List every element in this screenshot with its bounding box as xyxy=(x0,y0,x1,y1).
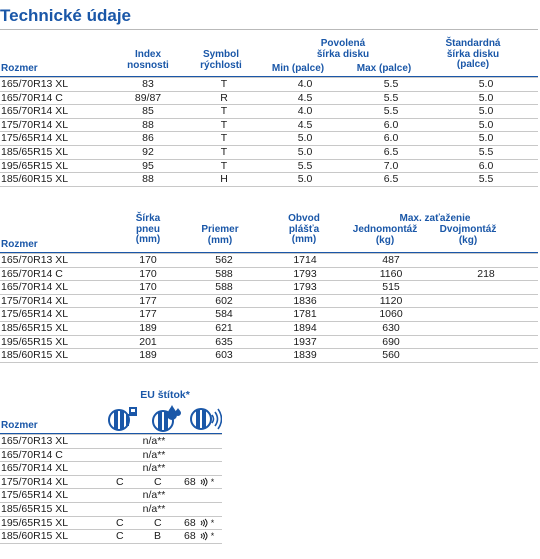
noise-wave-icon xyxy=(200,531,209,541)
table-cell: 5.5 xyxy=(262,159,348,173)
tire-size: 165/70R14 XL xyxy=(0,462,100,476)
table-cell: 177 xyxy=(110,294,186,308)
table-row xyxy=(0,435,222,449)
tire-size: 175/70R14 XL xyxy=(0,475,100,489)
table-cell: 88 xyxy=(110,173,186,187)
tire-size: 185/65R15 XL xyxy=(0,502,100,516)
table-cell: 1836 xyxy=(262,294,348,308)
table-row xyxy=(0,321,538,335)
table-cell: R xyxy=(186,91,262,105)
table-row xyxy=(0,308,538,322)
table-cell: 4.5 xyxy=(262,91,348,105)
tire-size: 195/65R15 XL xyxy=(0,516,100,530)
table-row xyxy=(0,159,538,173)
table-cell: T xyxy=(186,132,262,146)
tire-size: 165/70R14 XL xyxy=(0,281,110,295)
table2 xyxy=(0,253,538,363)
eu-label-icons xyxy=(108,404,222,434)
table-cell: 7.0 xyxy=(348,159,434,173)
table-cell: 690 xyxy=(348,335,434,349)
table-cell: 1839 xyxy=(262,349,348,363)
table-cell: 5.5 xyxy=(434,173,538,187)
table-cell: 92 xyxy=(110,145,186,159)
header-max: Max (palce) xyxy=(356,63,412,74)
table-cell: 6.5 xyxy=(348,173,434,187)
noise-cell xyxy=(182,475,222,489)
table-cell: T xyxy=(186,145,262,159)
table-cell: H xyxy=(186,173,262,187)
table-cell: 6.5 xyxy=(348,145,434,159)
table-cell: 515 xyxy=(348,281,434,295)
eu-label-na: n/a** xyxy=(100,448,222,462)
header-rim-width: Povolená šírka disku xyxy=(316,38,370,60)
table-cell: 5.0 xyxy=(434,91,538,105)
table-row xyxy=(0,448,222,462)
wet-grip-class: B xyxy=(144,530,182,544)
table-cell: 584 xyxy=(186,308,262,322)
table-row xyxy=(0,132,538,146)
table-cell xyxy=(434,281,538,295)
fuel-class: C xyxy=(100,530,144,544)
table-cell: 1120 xyxy=(348,294,434,308)
table-cell: 83 xyxy=(110,78,186,92)
table-cell: 5.0 xyxy=(262,145,348,159)
table-row xyxy=(0,254,538,268)
tire-size: 165/70R14 C xyxy=(0,267,110,281)
table-row xyxy=(0,489,222,503)
table-cell: 560 xyxy=(348,349,434,363)
table-cell: 5.0 xyxy=(262,132,348,146)
table-cell: 4.0 xyxy=(262,78,348,92)
table-cell: 603 xyxy=(186,349,262,363)
tire-size: 165/70R13 XL xyxy=(0,435,100,449)
table-cell: 189 xyxy=(110,349,186,363)
table-cell: 85 xyxy=(110,105,186,119)
header-tire-width: Šírka pneu (mm) xyxy=(135,213,161,245)
header-single: Jednomontáž (kg) xyxy=(352,224,418,246)
eu-label-na: n/a** xyxy=(100,435,222,449)
header-eu-label: EU štítok* xyxy=(140,389,190,401)
table-cell: 635 xyxy=(186,335,262,349)
table-row xyxy=(0,462,222,476)
eu-label-na: n/a** xyxy=(100,502,222,516)
header-max-load: Max. zaťaženie xyxy=(399,213,471,224)
table-cell: 86 xyxy=(110,132,186,146)
tire-size: 165/70R13 XL xyxy=(0,254,110,268)
tire-size: 185/60R15 XL xyxy=(0,530,100,544)
table-row xyxy=(0,530,222,544)
table-row xyxy=(0,349,538,363)
noise-db: 68 xyxy=(184,530,196,543)
header-standard-rim: Štandardná šírka disku (palce) xyxy=(445,38,501,70)
tire-size: 165/70R14 XL xyxy=(0,105,110,119)
table-cell: 170 xyxy=(110,281,186,295)
wet-grip-class: C xyxy=(144,516,182,530)
table-cell: 218 xyxy=(434,267,538,281)
table-cell: 630 xyxy=(348,321,434,335)
table-cell: 189 xyxy=(110,321,186,335)
tire-size: 195/65R15 XL xyxy=(0,335,110,349)
table-cell xyxy=(434,294,538,308)
table-cell: 1060 xyxy=(348,308,434,322)
table-cell xyxy=(434,349,538,363)
header-rozmer: Rozmer xyxy=(1,63,38,74)
table-row xyxy=(0,475,222,489)
noise-wave-icon xyxy=(200,518,209,528)
footnote-star: * xyxy=(210,476,215,487)
table-cell: T xyxy=(186,105,262,119)
table-row xyxy=(0,91,538,105)
tire-size: 195/65R15 XL xyxy=(0,159,110,173)
table-cell: 5.0 xyxy=(434,78,538,92)
table-cell: 5.0 xyxy=(262,173,348,187)
table-row xyxy=(0,516,222,530)
table-cell: 1781 xyxy=(262,308,348,322)
table-cell: 588 xyxy=(186,281,262,295)
table-cell xyxy=(434,321,538,335)
tire-size: 185/60R15 XL xyxy=(0,173,110,187)
table-cell: 1793 xyxy=(262,281,348,295)
table-cell xyxy=(434,308,538,322)
table-cell: 5.5 xyxy=(348,78,434,92)
header-dual: Dvojmontáž (kg) xyxy=(439,224,497,246)
noise-wave-icon xyxy=(200,477,209,487)
header-symbol: Symbol rýchlosti xyxy=(200,49,242,71)
table-cell: T xyxy=(186,78,262,92)
table-cell: 201 xyxy=(110,335,186,349)
table-cell: 5.0 xyxy=(434,118,538,132)
table-cell: T xyxy=(186,159,262,173)
tire-size: 175/70R14 XL xyxy=(0,118,110,132)
table-cell: 1160 xyxy=(348,267,434,281)
table-cell: 1793 xyxy=(262,267,348,281)
fuel-class: C xyxy=(100,475,144,489)
table-cell: 1894 xyxy=(262,321,348,335)
table-cell: 1714 xyxy=(262,254,348,268)
header-min: Min (palce) xyxy=(271,63,325,74)
table-row xyxy=(0,335,538,349)
table-cell: 6.0 xyxy=(434,159,538,173)
table-row xyxy=(0,267,538,281)
table-row xyxy=(0,145,538,159)
table-cell: 5.5 xyxy=(348,91,434,105)
table-cell: 5.0 xyxy=(434,105,538,119)
tire-size: 185/60R15 XL xyxy=(0,349,110,363)
table-cell: 177 xyxy=(110,308,186,322)
header-circumference: Obvod plášťa (mm) xyxy=(288,213,320,245)
tire-size: 185/65R15 XL xyxy=(0,145,110,159)
tire-size: 175/65R14 XL xyxy=(0,489,100,503)
noise-cell xyxy=(182,516,222,530)
table3 xyxy=(0,434,222,544)
table-row xyxy=(0,281,538,295)
fuel-class: C xyxy=(100,516,144,530)
table-cell: 487 xyxy=(348,254,434,268)
table-cell: 6.0 xyxy=(348,118,434,132)
tire-size: 185/65R15 XL xyxy=(0,321,110,335)
table-cell: 89/87 xyxy=(110,91,186,105)
table-cell: 1937 xyxy=(262,335,348,349)
table-cell xyxy=(434,254,538,268)
table-cell xyxy=(434,335,538,349)
table-cell: 562 xyxy=(186,254,262,268)
table-row xyxy=(0,173,538,187)
table-cell: 170 xyxy=(110,267,186,281)
noise-cell xyxy=(182,530,222,544)
table-cell: 588 xyxy=(186,267,262,281)
table-cell: 621 xyxy=(186,321,262,335)
table-row xyxy=(0,502,222,516)
tire-size: 175/70R14 XL xyxy=(0,294,110,308)
table-cell: 5.5 xyxy=(348,105,434,119)
table-cell: 5.0 xyxy=(434,132,538,146)
header-index: Index nosnosti xyxy=(127,49,169,71)
footnote-star: * xyxy=(210,531,215,542)
tire-size: 165/70R13 XL xyxy=(0,78,110,92)
header-diameter: Priemer (mm) xyxy=(201,224,239,246)
wet-grip-class: C xyxy=(144,475,182,489)
tire-size: 175/65R14 XL xyxy=(0,308,110,322)
table-cell: 4.5 xyxy=(262,118,348,132)
eu-label-na: n/a** xyxy=(100,462,222,476)
tire-size: 165/70R14 C xyxy=(0,448,100,462)
tire-size: 165/70R14 C xyxy=(0,91,110,105)
header-rozmer-3: Rozmer xyxy=(1,420,38,431)
footnote-star: * xyxy=(210,517,215,528)
table1 xyxy=(0,77,538,187)
table-cell: 170 xyxy=(110,254,186,268)
header-rozmer-2: Rozmer xyxy=(1,239,38,250)
eu-label-na: n/a** xyxy=(100,489,222,503)
title-divider xyxy=(0,29,538,30)
table-cell: 88 xyxy=(110,118,186,132)
table-cell: 95 xyxy=(110,159,186,173)
table-row xyxy=(0,78,538,92)
table-row xyxy=(0,118,538,132)
page-title: Technické údaje xyxy=(0,6,132,25)
noise-db: 68 xyxy=(184,516,196,529)
table-cell: 4.0 xyxy=(262,105,348,119)
table-cell: T xyxy=(186,118,262,132)
noise-db: 68 xyxy=(184,475,196,488)
table-cell: 5.5 xyxy=(434,145,538,159)
table-row xyxy=(0,105,538,119)
tire-size: 175/65R14 XL xyxy=(0,132,110,146)
table-cell: 6.0 xyxy=(348,132,434,146)
table-row xyxy=(0,294,538,308)
table-cell: 602 xyxy=(186,294,262,308)
